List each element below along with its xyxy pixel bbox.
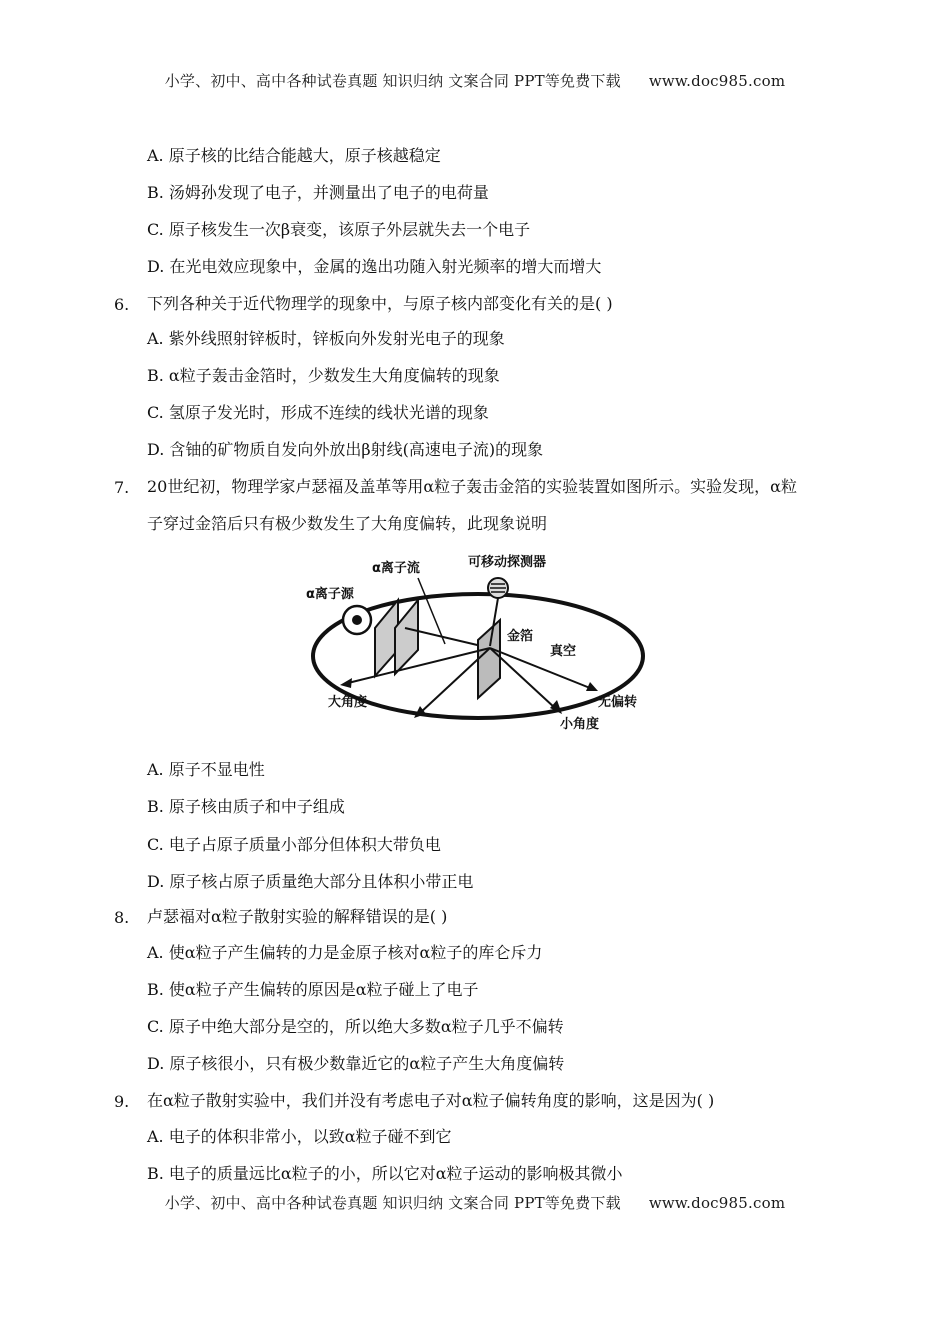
q7-option-c: C. 电子占原子质量小部分但体积大带负电	[147, 835, 441, 854]
q6-option-b: B. α粒子轰击金箔时，少数发生大角度偏转的现象	[147, 366, 500, 385]
q6-option-c: C. 氢原子发光时，形成不连续的线状光谱的现象	[147, 403, 489, 422]
gold-foil-plate	[478, 620, 500, 698]
header-url: www.doc985.com	[648, 72, 786, 90]
q7-stem-line1: 20世纪初，物理学家卢瑟福及盖革等用α粒子轰击金箔的实验装置如图所示。实验发现，α粒	[147, 477, 797, 496]
ray-large-angle	[348, 648, 490, 683]
q6-stem: 下列各种关于近代物理学的现象中，与原子核内部变化有关的是( )	[147, 294, 613, 313]
q6-option-a: A. 紫外线照射锌板时，锌板向外发射光电子的现象	[147, 329, 505, 348]
q9-option-a: A. 电子的体积非常小，以致α粒子碰不到它	[147, 1127, 452, 1146]
q7-option-b: B. 原子核由质子和中子组成	[147, 797, 345, 816]
q8-option-c: C. 原子中绝大部分是空的，所以绝大多数α粒子几乎不偏转	[147, 1017, 564, 1036]
page-footer	[0, 1192, 950, 1213]
q8-option-b: B. 使α粒子产生偏转的原因是α粒子碰上了电子	[147, 980, 479, 999]
q8-number: 8.	[114, 908, 130, 927]
q6-option-d: D. 含铀的矿物质自发向外放出β射线(高速电子流)的现象	[147, 440, 544, 459]
header-text: 小学、初中、高中各种试卷真题 知识归纳 文案合同 PPT等免费下载	[164, 72, 621, 90]
label-large-angle: 大角度	[328, 695, 368, 710]
label-alpha-stream: α离子流	[372, 561, 420, 576]
label-no-deflection: 无偏转	[598, 695, 638, 710]
q9-number: 9.	[114, 1092, 130, 1111]
q6-number: 6.	[114, 295, 130, 314]
q9-option-b: B. 电子的质量远比α粒子的小，所以它对α粒子运动的影响极其微小	[147, 1164, 623, 1183]
q9-stem: 在α粒子散射实验中，我们并没有考虑电子对α粒子偏转角度的影响，这是因为( )	[147, 1091, 715, 1110]
q5-option-a: A. 原子核的比结合能越大，原子核越稳定	[147, 146, 441, 165]
q8-option-d: D. 原子核很小，只有极少数靠近它的α粒子产生大角度偏转	[147, 1054, 565, 1073]
label-vacuum: 真空	[550, 644, 577, 659]
q5-option-b: B. 汤姆孙发现了电子，并测量出了电子的电荷量	[147, 183, 489, 202]
label-gold-foil: 金箔	[507, 629, 534, 644]
q7-number: 7.	[114, 478, 130, 497]
label-detector: 可移动探测器	[468, 555, 547, 570]
label-small-angle: 小角度	[560, 717, 600, 732]
q7-option-a: A. 原子不显电性	[147, 760, 265, 779]
q5-option-c: C. 原子核发生一次β衰变，该原子外层就失去一个电子	[147, 220, 531, 239]
label-alpha-source: α离子源	[306, 587, 354, 602]
footer-url: www.doc985.com	[648, 1194, 786, 1212]
footer-text: 小学、初中、高中各种试卷真题 知识归纳 文案合同 PPT等免费下载	[164, 1194, 621, 1212]
q8-option-a: A. 使α粒子产生偏转的力是金原子核对α粒子的库仑斥力	[147, 943, 543, 962]
alpha-source-core	[352, 615, 362, 625]
q5-option-d: D. 在光电效应现象中，金属的逸出功随入射光频率的增大而增大	[147, 257, 602, 276]
page-header	[0, 70, 950, 91]
q8-stem: 卢瑟福对α粒子散射实验的解释错误的是( )	[147, 907, 448, 926]
q7-stem-line2: 子穿过金箔后只有极少数发生了大角度偏转，此现象说明	[147, 514, 548, 533]
q7-option-d: D. 原子核占原子质量绝大部分且体积小带正电	[147, 872, 474, 891]
rutherford-apparatus-figure	[300, 548, 650, 733]
